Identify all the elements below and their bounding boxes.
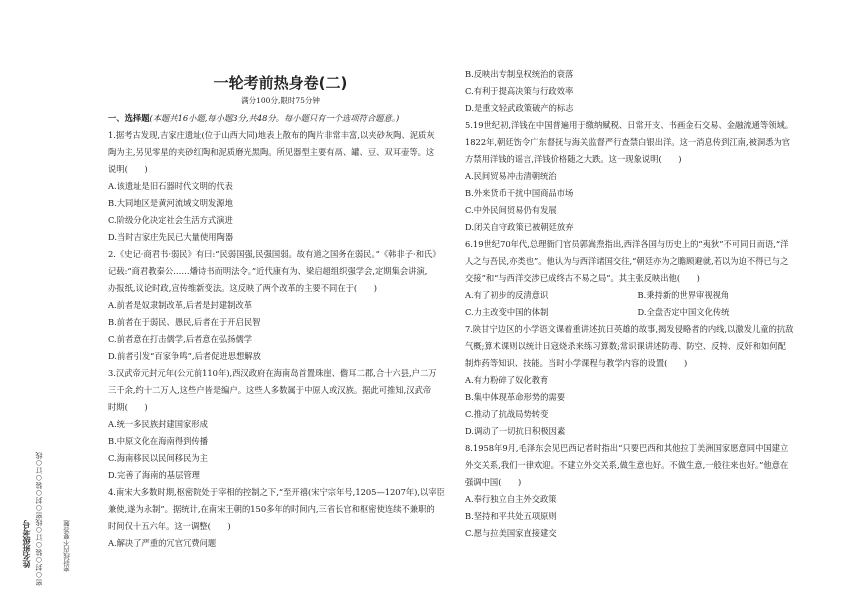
student-info-label: 姓名班级考号 bbox=[21, 520, 31, 568]
exam-title: 一轮考前热身卷(二) bbox=[213, 74, 348, 92]
no-answer-notice: 密封线内不要答题 bbox=[63, 520, 71, 572]
option-line: C.愿与拉美国家直接建交 bbox=[465, 528, 557, 538]
question-line: 三千余,约十二万人,这些户皆是编户。这些人多数属于中原人或汉族。据此可推知,汉武帝 bbox=[108, 385, 432, 395]
right-column bbox=[465, 66, 810, 542]
option-line: C.中外民间贸易仍有发展 bbox=[465, 205, 557, 215]
option-line: A.奉行独立自主外交政策 bbox=[465, 494, 557, 504]
option-line: D.是重文轻武政策破产的标志 bbox=[465, 103, 574, 113]
option-b: B.秉持新的世界审视视角 bbox=[637, 290, 730, 300]
question-line: 交接”和“与西洋交涉已成终古不易之局”。其主张反映出他( ) bbox=[465, 273, 700, 283]
option-line: D.闭关自守政策已被朝廷放弃 bbox=[465, 222, 574, 232]
section-title: 一、选择题 bbox=[108, 113, 150, 123]
question-line: 3.汉武帝元封元年(公元前110年),西汉政府在海南岛首置珠崖、儋耳二郡,合十六县,户二万 bbox=[108, 368, 437, 378]
section-note: (本题共16小题,每小题3分,共48分。每小题只有一个选项符合题意。) bbox=[149, 113, 400, 123]
question-line: 5.19世纪初,洋钱在中国普遍用于缴纳赋税、日常开支、书画金石交易、金融流通等领域。 bbox=[465, 120, 794, 130]
option-pair bbox=[465, 304, 810, 321]
seal-line-text: 密○封○装○订○线密○封○装○订○线 bbox=[35, 452, 43, 586]
option-line: A.该遗址是旧石器时代文明的代表 bbox=[108, 181, 233, 191]
question-line: 制炸药等知识、技能。当时小学课程与教学内容的设置( ) bbox=[465, 358, 688, 368]
option-line: B.反映出专制皇权统治的衰落 bbox=[465, 69, 574, 79]
question-line: 时间仅十五六年。这一调整( ) bbox=[108, 521, 231, 531]
question-line: 7.陕甘宁边区的小学语文课着重讲述抗日英雄的故事,揭发侵略者的内线,以激发儿童的抗敌 bbox=[465, 324, 794, 334]
option-line: C.前者意在打击儒学,后者意在弘扬儒学 bbox=[108, 334, 253, 344]
option-line: B.中原文化在海南得到传播 bbox=[108, 436, 209, 446]
question-line: 4.南宋大多数时期,枢密院处于宰相的控制之下,“至开禧(宋宁宗年号,1205—1207年),以宰臣 bbox=[108, 487, 445, 497]
option-line: C.有利于提高决策与行政效率 bbox=[465, 86, 574, 96]
section-heading bbox=[108, 110, 453, 127]
question-line: 方禁用洋钱的谣言,洋钱价格随之大跌。这一现象说明( ) bbox=[465, 154, 682, 164]
option-line: D.前者引发“百家争鸣”,后者促进思想解放 bbox=[108, 351, 261, 361]
option-c: C.力主改变中国的体制 bbox=[465, 307, 549, 317]
option-d: D.全盘否定中国文化传统 bbox=[637, 307, 730, 317]
question-line: 时期( ) bbox=[108, 402, 148, 412]
option-line: C.海南移民以民间移民为主 bbox=[108, 453, 208, 463]
option-line: A.有力粉碎了奴化教育 bbox=[465, 375, 549, 385]
question-line: 说明( ) bbox=[108, 164, 148, 174]
option-line: D.调动了一切抗日积极因素 bbox=[465, 426, 566, 436]
option-a: A.有了初步的反清意识 bbox=[465, 290, 549, 300]
option-line: B.集中体现革命形势的需要 bbox=[465, 392, 566, 402]
question-line: 人之与吾民,亦类也”。他认为与西洋诸国交往,“朝廷亦为之瞻顾避就,若以为迫不得已与之 bbox=[465, 256, 789, 266]
option-line: D.当时吉家庄先民已大量使用陶器 bbox=[108, 232, 234, 242]
question-line: 兼使,遂为永制”。据统计,在南宋王朝的150多年的时间内,三省长官和枢密使连续不兼职的 bbox=[108, 504, 435, 514]
question-line: 办报纸,议论时政,宣传维新变法。这反映了两个改革的主要不同在于( ) bbox=[108, 283, 377, 293]
question-line: 强调中国( ) bbox=[465, 477, 522, 487]
question-line: 2.《史记·商君书·弱民》有曰:“民弱国强,民强国弱。故有道之国务在弱民。”《韩非子·和氏》 bbox=[108, 249, 441, 259]
option-line: A.民间贸易冲击清朝统治 bbox=[465, 171, 557, 181]
option-pair bbox=[465, 287, 810, 304]
question-line: 陶为主,另见零星的夹砂红陶和泥质磨光黑陶。所见器型主要有鬲、罐、豆、双耳壶等。这 bbox=[108, 147, 435, 157]
option-line: C.推动了抗战局势转变 bbox=[465, 409, 549, 419]
left-column bbox=[108, 66, 453, 552]
exam-subtitle: 满分100分,限时75分钟 bbox=[241, 96, 320, 105]
option-line: B.坚持和平共处五项原则 bbox=[465, 511, 557, 521]
question-line: 8.1958年9月,毛泽东会见巴西记者时指出“只要巴西和其他拉丁美洲国家愿意同中国建立 bbox=[465, 443, 789, 453]
question-line: 6.19世纪70年代,总理衙门官员郭嵩焘指出,西洋各国与历史上的“夷狄”不可同日而语,“洋 bbox=[465, 239, 789, 249]
option-line: C.阶级分化决定社会生活方式演进 bbox=[108, 215, 233, 225]
option-line: B.前者在于弱民、愚民,后者在于开启民智 bbox=[108, 317, 261, 327]
option-line: D.完善了海南的基层管理 bbox=[108, 470, 200, 480]
question-line: 气概;算术课则以统计日寇烧杀来练习算数;常识课讲述防毒、防空、反特、反奸和如何配 bbox=[465, 341, 786, 351]
option-line: B.外来货币干扰中国商品市场 bbox=[465, 188, 574, 198]
question-line: 记载:“商君教秦公……燔诗书而明法令。”近代康有为、梁启超组织强学会,定期集会讲演, bbox=[108, 266, 428, 276]
option-line: A.统一多民族封建国家形成 bbox=[108, 419, 208, 429]
question-line: 外交关系,我们一律欢迎。不建立外交关系,做生意也好。不做生意,一般往来也好。”他意在 bbox=[465, 460, 789, 470]
option-line: A.解决了严重的冗官冗费问题 bbox=[108, 538, 217, 548]
question-line: 1.据考古发现,吉家庄遗址(位于山西大同)地表上散布的陶片非常丰富,以夹砂灰陶、泥质灰 bbox=[108, 130, 435, 140]
question-line: 1822年,朝廷饬令广东督抚与海关监督严行查禁白银出洋。这一消息传到江南,被洞悉为官 bbox=[465, 137, 791, 147]
option-line: A.前者是奴隶制改革,后者是封建制改革 bbox=[108, 300, 253, 310]
option-line: B.大同地区是黄河流域文明发源地 bbox=[108, 198, 233, 208]
